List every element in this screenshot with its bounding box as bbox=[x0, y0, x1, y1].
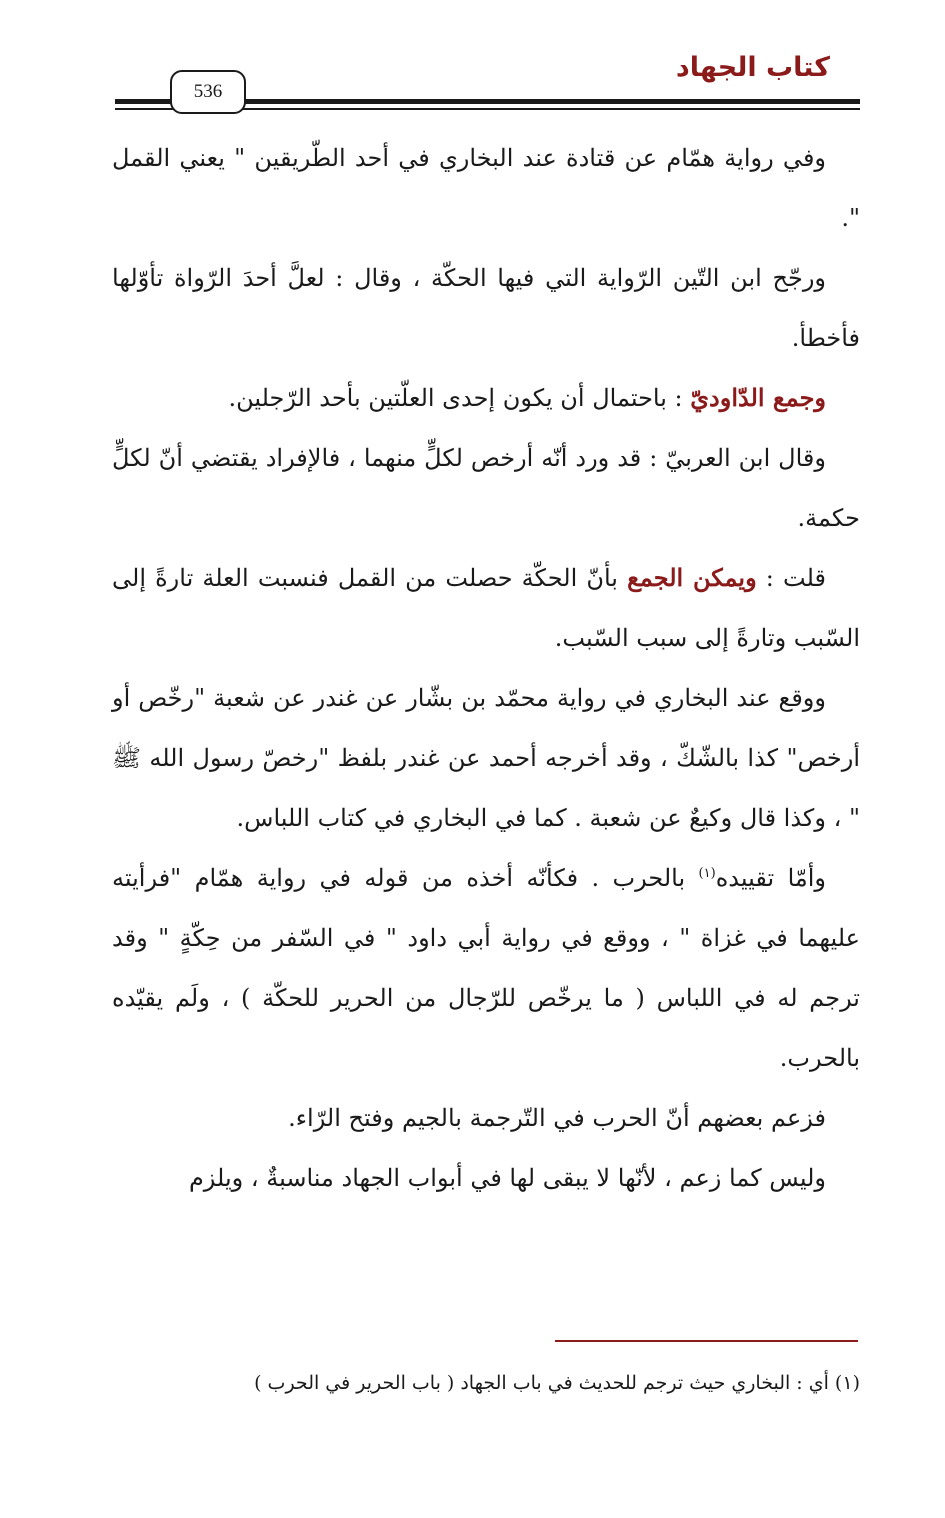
paragraph-8: فزعم بعضهم أنّ الحرب في التّرجمة بالجيم وفتح الرّاء. bbox=[288, 1104, 826, 1132]
paragraph-6: ووقع عند البخاري في رواية محمّد بن بشّار عن غندر عن شعبة "رخّص أو أرخص" كذا بالشّكّ ، وقد أخرجه أحمد عن غندر بلفظ "رخصّ رسول الله ﷺ " ، وكذا قال وكيعٌ عن شعبة . كما في البخاري في كتاب اللباس. bbox=[112, 684, 860, 832]
highlight-term: وجمع الدّاوديّ bbox=[690, 383, 826, 412]
main-text bbox=[112, 128, 860, 1208]
highlight-term: ويمكن الجمع bbox=[627, 563, 757, 592]
paragraph-3: وجمع الدّاوديّ : باحتمال أن يكون إحدى العلّتين بأحد الرّجلين. bbox=[228, 383, 826, 412]
paragraph-9: وليس كما زعم ، لأنّها لا يبقى لها في أبواب الجهاد مناسبةٌ ، ويلزم bbox=[188, 1164, 826, 1192]
footnote-separator bbox=[555, 1340, 858, 1342]
paragraph-7: وأمّا تقييده$^{(١)}$ بالحرب . فكأنّه أخذه من قوله في رواية همّام "فرأيته عليهما في غزاة " ، ووقع في رواية أبي داود " في السّفر من حِكّةٍ " وقد ترجم له في اللباس ( ما يرخّص للرّجال من الحرير للحكّة ) ، ولَم يقيّده بالحرب. bbox=[112, 864, 860, 1072]
page-number: 536 bbox=[170, 70, 246, 114]
chapter-title: كتاب الجهاد bbox=[675, 52, 830, 83]
footnote-marker[interactable]: (١) bbox=[698, 866, 716, 881]
paragraph-2: ورجّح ابن التّين الرّواية التي فيها الحكّة ، وقال : لعلَّ أحدَ الرّواة تأوّلها فأخطأ. bbox=[112, 264, 860, 352]
paragraph-1: وفي رواية همّام عن قتادة عند البخاري في أحد الطّريقين " يعني القمل ". bbox=[112, 144, 860, 232]
footnote: (١) أي : البخاري حيث ترجم للحديث في باب الجهاد ( باب الحرير في الحرب ) bbox=[254, 1372, 860, 1394]
paragraph-4: وقال ابن العربيّ : قد ورد أنّه أرخص لكلٍّ منهما ، فالإفراد يقتضي أنّ لكلٍّ حكمة. bbox=[112, 444, 860, 532]
paragraph-5: قلت : ويمكن الجمع بأنّ الحكّة حصلت من القمل فنسبت العلة تارةً إلى السّبب وتارةً إلى سبب السّبب. bbox=[112, 563, 860, 652]
